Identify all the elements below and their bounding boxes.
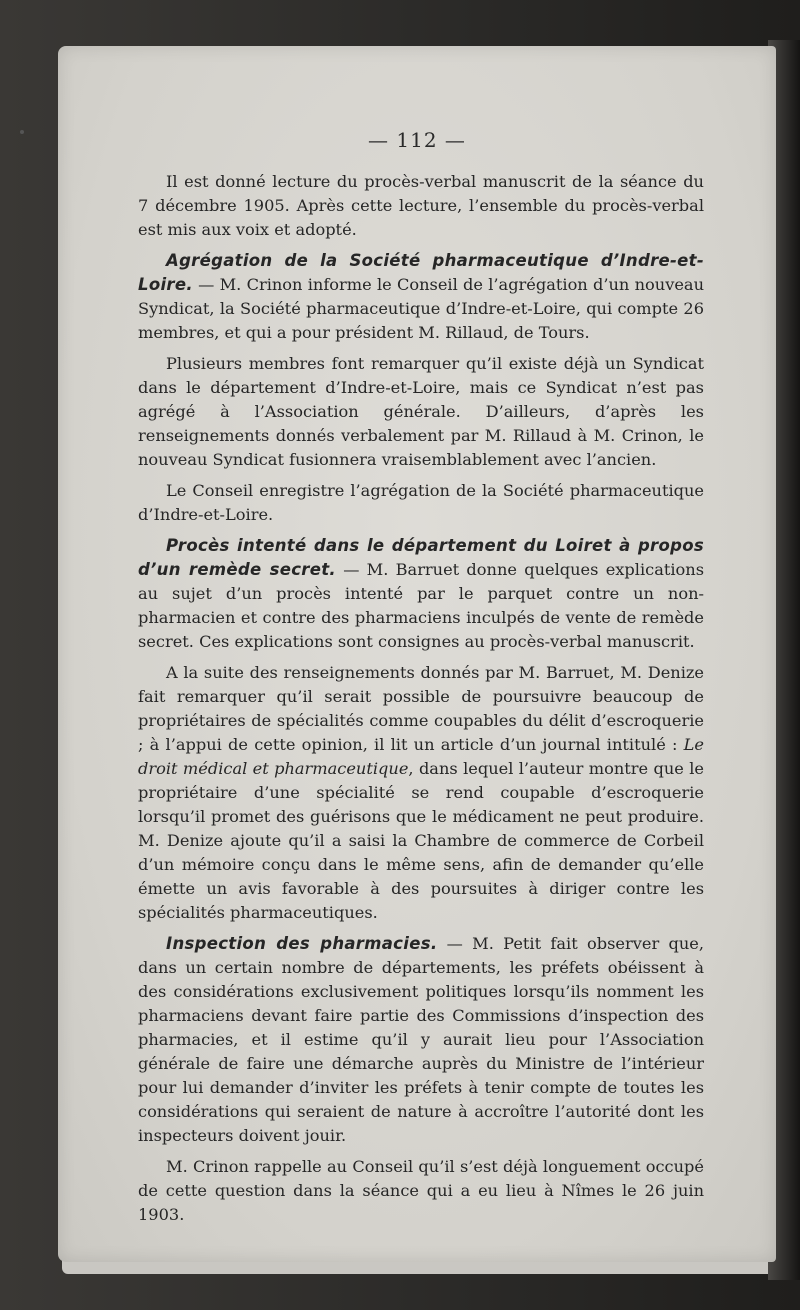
page-body — [138, 170, 704, 1234]
section-heading-agregation: Agrégation de la Société pharmaceutique d’Indre-et-Loire. — [138, 251, 704, 294]
paragraph-proces-loiret — [138, 534, 704, 654]
paragraph-crinon-rappel: M. Crinon rappelle au Conseil qu’il s’est déjà longuement occupé de cette question dans la séance qui a eu lieu à Nîmes le 26 juin 1903. — [138, 1157, 704, 1224]
paragraph-inspection-text: — M. Petit fait observer que, dans un certain nombre de départements, les préfets obéissent à des considérations exclusivement politiques lorsqu’ils nomment les pharmaciens devant faire partie des Commissions d’inspection des pharmacies, et il estime qu’il y aurait lieu pour l’Association générale de faire une démarche auprès du Ministre de l’intérieur pour lui demander d’inviter les préfets à tenir compte de toutes les considérations qui seraient de nature à accroître l’autorité dont les inspecteurs doivent jouir. — [138, 934, 704, 1145]
paragraph-agregation-text: — M. Crinon informe le Conseil de l’agrégation d’un nouveau Syndicat, la Société pharmaceutique d’Indre-et-Loire, qui compte 26 membres, et qui a pour président M. Rillaud, de Tours. — [138, 275, 704, 342]
speck-mark — [20, 130, 24, 134]
journal-title: Le droit médical et pharmaceutique — [138, 735, 704, 778]
paragraph-minutes-reading: Il est donné lecture du procès-verbal manuscrit de la séance du 7 décembre 1905. Après cette lecture, l’ensemble du procès-verbal est mis aux voix et adopté. — [138, 172, 704, 239]
paragraph-denize-part-b: , dans lequel l’auteur montre que le propriétaire d’une spécialité se rend coupable d’escroquerie lorsqu’il promet des guérisons que le médicament ne peut produire. M. Denize ajoute qu’il a saisi la Chambre de commerce de Corbeil d’un mémoire conçu dans le même sens, afin de demander qu’elle émette un avis favorable à des poursuites à diriger contre les spécialités pharmaceutiques. — [138, 759, 704, 922]
paragraph-agregation — [138, 249, 704, 345]
page-number: — 112 — — [368, 128, 466, 152]
paragraph-denize-part-a: A la suite des renseignements donnés par M. Barruet, M. Denize fait remarquer qu’il serait possible de poursuivre beaucoup de propriétaires de spécialités comme coupables du délit d’escroquerie ; à l’appui de cette opinion, il lit un article d’un journal intitulé : — [138, 663, 704, 754]
paragraph-denize — [138, 661, 704, 925]
paragraph-conseil-enregistre: Le Conseil enregistre l’agrégation de la Société pharmaceutique d’Indre-et-Loire. — [138, 481, 704, 524]
paragraph-proces-text: — M. Barruet donne quelques explications au sujet d’un procès intenté par le parquet contre un non-pharmacien et contre des pharmaciens inculpés de vente de remède secret. Ces explications sont consignes au procès-verbal manuscrit. — [138, 560, 704, 651]
paragraph-inspection — [138, 932, 704, 1148]
section-heading-inspection: Inspection des pharmacies. — [166, 934, 438, 953]
paragraph-syndicat-existing: Plusieurs membres font remarquer qu’il existe déjà un Syndicat dans le département d’Indre-et-Loire, mais ce Syndicat n’est pas agrégé à l’Association générale. D’ailleurs, d’après les renseignements donnés verbalement par M. Rillaud à M. Crinon, le nouveau Syndicat fusionnera vraisemblablement avec l’ancien. — [138, 354, 704, 469]
document-page — [58, 46, 776, 1262]
section-heading-proces: Procès intenté dans le département du Loiret à propos d’un remède secret. — [138, 536, 704, 579]
